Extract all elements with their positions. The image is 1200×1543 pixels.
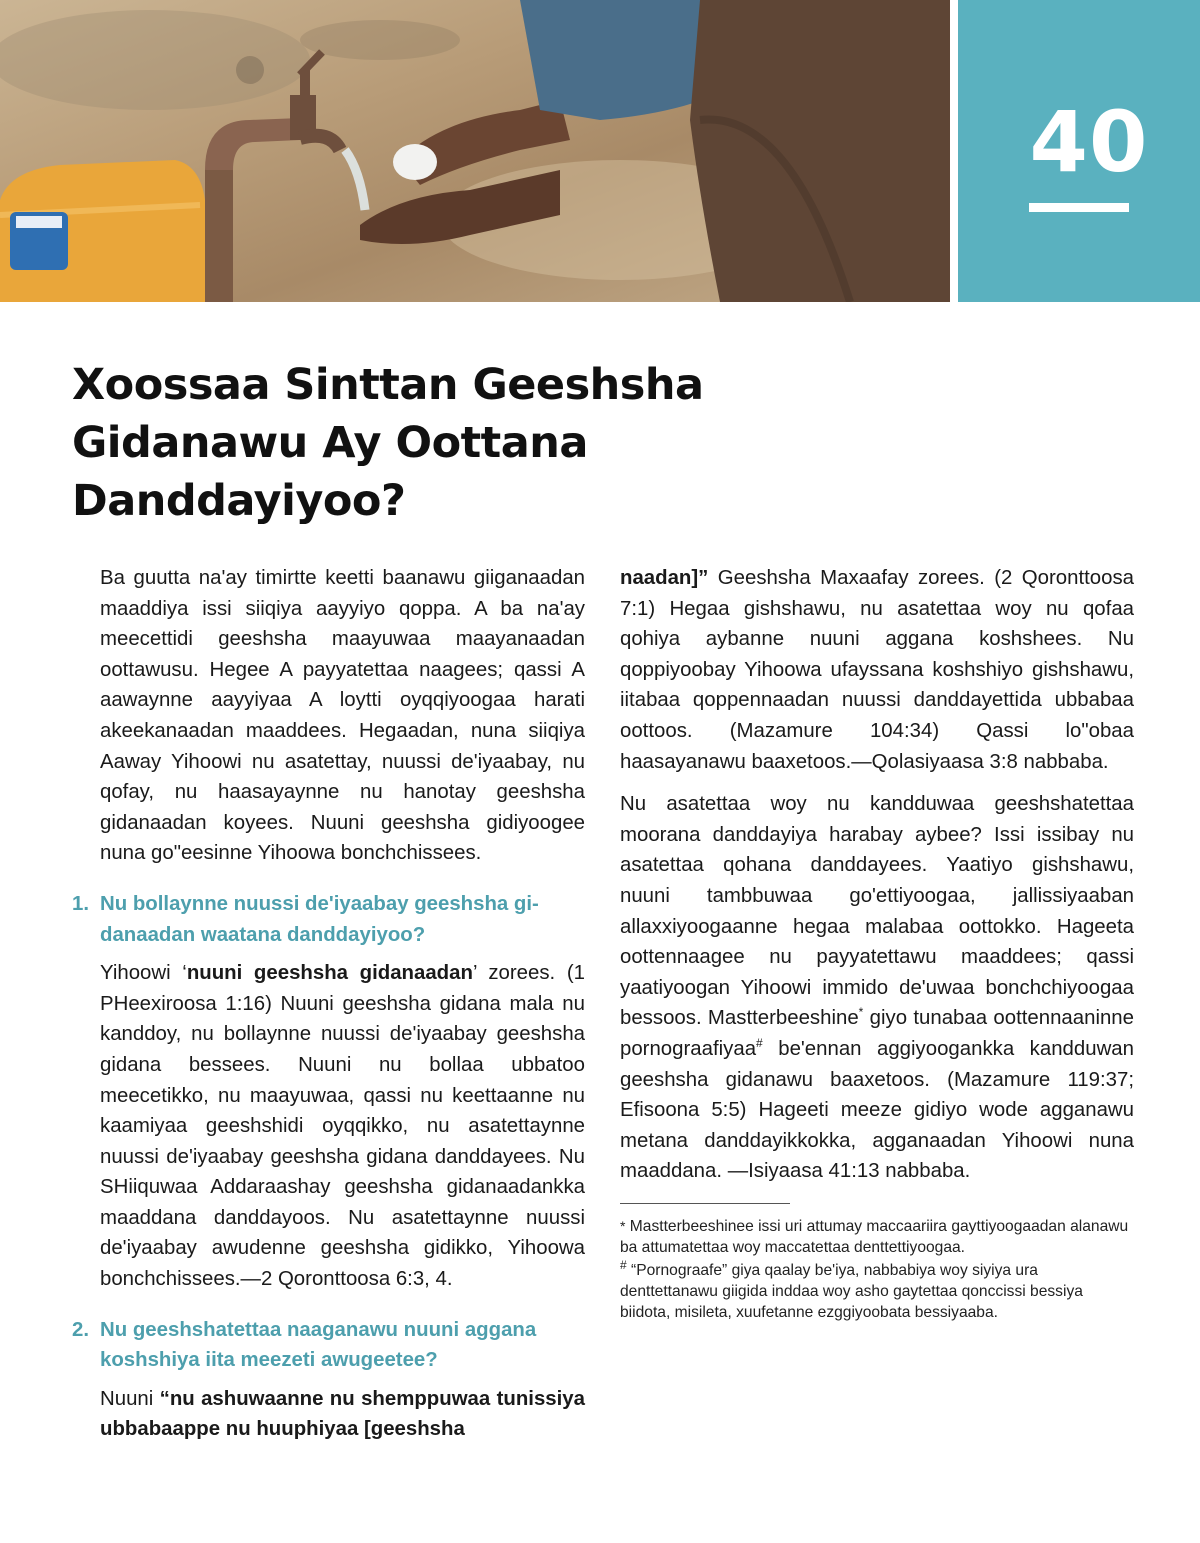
body-paragraph (620, 789, 1134, 1187)
answer-emphasis: nuuni geeshsha gidanaadan (186, 962, 473, 985)
footnote-ref[interactable]: # (756, 1036, 763, 1051)
answer-paragraph (72, 958, 585, 1295)
paragraph-text: Nu asatettaa woy nu kandduwaa geeshshatettaa moorana danddayiya harabay aybee? Issi issibay nu asatettaa qohana danddayees. Yaatiyo gishshawu, nuuni tambbuwaa go'ettiyoogaa, jallissiyaaban allaxxiyoogaanne hegaa malabaa oottokko. Hageeta oottennaagee nu payyatettawu maaddees; qassi yaatiyoogan Yihoowi immido de'uwaa bonchchiyoogaa bessoos. Mastterbeeshine (620, 793, 1134, 1030)
lesson-number-underline (1029, 203, 1129, 212)
footnote-text: Mastterbeeshinee issi uri attumay maccaariira gayttiyoogaadan alanawu ba attumatettaa woy maccatettaa denttettiyoogaa. (620, 1217, 1129, 1256)
scripture-quote: naadan]” (620, 567, 709, 589)
lesson-number-box (958, 0, 1200, 302)
question-number: 2. (72, 1318, 90, 1341)
lesson-number: 40 (1029, 93, 1149, 191)
intro-paragraph: Ba guutta na'ay timirtte keetti baanawu giiganaadan maaddiya issi siiqiya aayyiyo qoppa. A ba na'ay meecettidi geeshsha maayuwaa maayanaadan oottawusu. Hegee A payyatettaa naagees; qassi A aawaynne aayyiyaa A loytti oyqqiyoogaa harati akeekanaadan maaddees. Hegaadan, nuna siiqiya Aaway Yihoowi nu asatettay, nuussi de'iyaabay, nu qofay, nu haasayaynne nu hanotay geeshsha gidanaadan koyees. Nuuni geeshsha gidiyoogee nuna go"eesinne Yihoowa bonchchissees. (100, 567, 585, 865)
question-text: Nu geeshshatettaa naaganawu nuuni aggana koshshiya iita meezeti awugeetee? (100, 1318, 537, 1372)
title-line: Danddayiyoo? (72, 476, 406, 526)
footnote-mark: # (620, 1257, 627, 1272)
answer-paragraph (72, 1384, 585, 1445)
paragraph-text: giyo tunabaa oottennaaninne pornograafiyaa (620, 1007, 1134, 1060)
question-text: Nu bollaynne nuussi de'iyaabay geeshsha gidanaadan waatana danddayiyoo? (100, 892, 539, 946)
title-line: Gidanawu Ay Oottana (72, 418, 588, 468)
question-heading (72, 1315, 585, 1376)
answer-text: Nuuni (100, 1387, 160, 1410)
paragraph-text: Geeshsha Maxaafay zorees. (2 Qoronttoosa 7:1) Hegaa gishshawu, nu asatettaa woy nu qofaa qohiya aybanne nuuni aggana koshshees. Nu qoppiyoobay Yihoowa ufayssana koshshiyo gishshawu, iitabaa qoppennaadan nuussi danddayettida ubbabaa oottoos. (Mazamure 104:34) Qassi lo"obaa haasayanawu baaxetoos.—Qolasiyaasa 3:8 nabbaba. (620, 567, 1134, 773)
title-line: Xoossaa Sinttan Geeshsha (72, 360, 704, 410)
answer-text: Yihoowi ‘ (100, 962, 187, 985)
right-column (620, 563, 1134, 1325)
footnote (620, 1257, 1134, 1323)
answer-text: ’ zorees. (1 PHeexiroosa 1:16) Nuuni geeshsha gidana mala nu kanddoy, nu bollaynne nuussi de'iyaabay geeshsha gidana bessees. Nuuni nu bollaa ubbatoo meecetikko, nu maayuwaa, qassi nu keettaanne nu kaamiyaa geeshshidi oyqqikko, nu asatettaynne nuussi de'iyaabay geeshsha gidana danddayees. Nu SHiiquwaa Addaraashay geeshsha gidanaadankka maaddana danddayoos. Nu asatettaynne nuussi de'iyaabay awudenne geeshsha gidikko, Yihoowa bonchchissees.—2 Qoronttoosa 6:3, 4. (100, 962, 585, 1291)
question-heading (72, 889, 585, 950)
scripture-quote: “nu ashuwaanne nu shemppuwaa tunissiya ubbabaappe nu huuphiyaa [geeshsha (100, 1387, 585, 1441)
continued-paragraph (620, 563, 1134, 777)
footnote-divider (620, 1203, 790, 1204)
footnote-text: “Pornograafe” giya qaalay be'iya, nabbabiya woy siyiya ura denttettanawu giigida inddaa woy asho gaytettaa qonccissi bessiya biidota, misileta, xuufetanne ezggiyoobata bessiyaaba. (620, 1261, 1083, 1321)
header-photo (0, 0, 950, 302)
footnote-mark: * (620, 1217, 626, 1234)
footnote (620, 1216, 1134, 1258)
page-title (72, 356, 792, 530)
paragraph-text: be'ennan aggiyoogankka kandduwan geeshsha gidanawu baaxetoos. (Mazamure 119:37; Efisoona 5:5) Hageeti meeze gidiyo wode agganawu metana danddayikkokka, agganaadan Yihoowi nuna maaddana. —Isiyaasa 41:13 nabbaba. (620, 1037, 1134, 1183)
photo-illustration (0, 0, 950, 302)
question-number: 1. (72, 892, 90, 915)
footnote-ref[interactable]: * (858, 1005, 864, 1020)
left-column (72, 563, 585, 1457)
